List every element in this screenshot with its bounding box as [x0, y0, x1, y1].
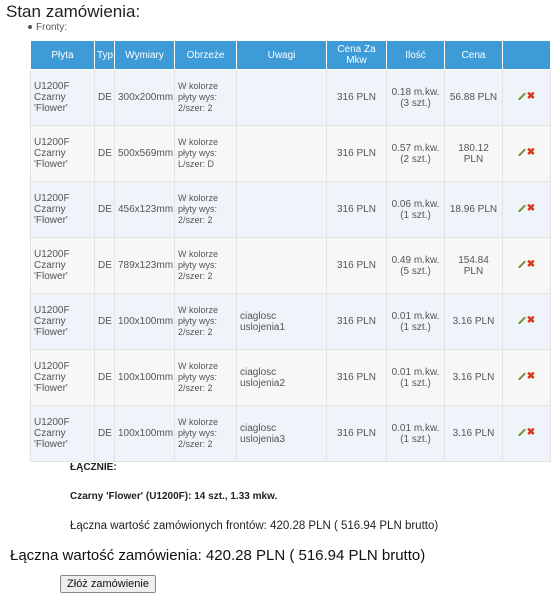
cell-uwagi: ciaglosc uslojenia1 — [237, 294, 327, 350]
header-ilosc: Ilość — [387, 41, 445, 70]
cell-cena: 180.12 PLN — [445, 126, 503, 182]
cell-cena-mkw: 316 PLN — [327, 126, 387, 182]
edit-icon[interactable] — [518, 317, 525, 324]
cell-cena-mkw: 316 PLN — [327, 238, 387, 294]
cell-plyta: U1200F Czarny 'Flower' — [31, 126, 95, 182]
cell-actions — [503, 126, 551, 182]
cell-actions — [503, 294, 551, 350]
cell-obrzeze: W kolorze płyty wys: L/szer: D — [175, 126, 237, 182]
fronts-total: Łączna wartość zamówionych frontów: 420.28 PLN ( 516.94 PLN brutto) — [70, 520, 439, 532]
cell-typ: DE — [95, 350, 115, 406]
delete-icon[interactable]: ✖ — [526, 203, 536, 214]
cell-wymiary: 456x123mm — [115, 182, 175, 238]
cell-cena: 18.96 PLN — [445, 182, 503, 238]
header-cena: Cena — [445, 41, 503, 70]
header-plyta: Płyta — [31, 41, 95, 70]
cell-plyta: U1200F Czarny 'Flower' — [31, 70, 95, 126]
cell-ilosc: 0.18 m.kw. (3 szt.) — [387, 70, 445, 126]
cell-obrzeze: W kolorze płyty wys: 2/szer: 2 — [175, 294, 237, 350]
cell-plyta: U1200F Czarny 'Flower' — [31, 238, 95, 294]
table-row — [31, 182, 551, 238]
cell-uwagi — [237, 70, 327, 126]
edit-icon[interactable] — [518, 261, 525, 268]
cell-ilosc: 0.06 m.kw. (1 szt.) — [387, 182, 445, 238]
cell-wymiary: 100x100mm — [115, 294, 175, 350]
delete-icon[interactable]: ✖ — [526, 147, 536, 158]
cell-ilosc: 0.01 m.kw. (1 szt.) — [387, 406, 445, 462]
page-title: Stan zamówienia: — [6, 2, 141, 21]
header-typ: Typ — [95, 41, 115, 70]
cell-cena-mkw: 316 PLN — [327, 182, 387, 238]
cell-cena: 3.16 PLN — [445, 350, 503, 406]
edit-icon[interactable] — [518, 429, 525, 436]
cell-cena-mkw: 316 PLN — [327, 294, 387, 350]
cell-uwagi — [237, 238, 327, 294]
delete-icon[interactable]: ✖ — [526, 91, 536, 102]
submit-order-button[interactable]: Złóż zamówienie — [60, 575, 156, 593]
table-row — [31, 70, 551, 126]
cell-plyta: U1200F Czarny 'Flower' — [31, 350, 95, 406]
delete-icon[interactable]: ✖ — [526, 259, 536, 270]
cell-obrzeze: W kolorze płyty wys: 2/szer: 2 — [175, 406, 237, 462]
orders-table — [30, 40, 551, 462]
summary-material-line: Czarny 'Flower' (U1200F): 14 szt., 1.33 mkw. — [70, 491, 278, 502]
cell-actions — [503, 350, 551, 406]
cell-uwagi: ciaglosc uslojenia2 — [237, 350, 327, 406]
cell-cena: 154.84 PLN — [445, 238, 503, 294]
header-wymiary: Wymiary — [115, 41, 175, 70]
cell-typ: DE — [95, 406, 115, 462]
header-actions — [503, 41, 551, 70]
cell-ilosc: 0.01 m.kw. (1 szt.) — [387, 350, 445, 406]
cell-wymiary: 100x100mm — [115, 350, 175, 406]
cell-obrzeze: W kolorze płyty wys: 2/szer: 2 — [175, 350, 237, 406]
cell-actions — [503, 182, 551, 238]
cell-plyta: U1200F Czarny 'Flower' — [31, 294, 95, 350]
table-row — [31, 350, 551, 406]
delete-icon[interactable]: ✖ — [526, 427, 536, 438]
cell-cena-mkw: 316 PLN — [327, 350, 387, 406]
cell-cena-mkw: 316 PLN — [327, 70, 387, 126]
edit-icon[interactable] — [518, 205, 525, 212]
cell-plyta: U1200F Czarny 'Flower' — [31, 182, 95, 238]
cell-wymiary: 100x100mm — [115, 406, 175, 462]
table-row — [31, 294, 551, 350]
header-obrzeze: Obrzeże — [175, 41, 237, 70]
header-uwagi: Uwagi — [237, 41, 327, 70]
section-fronts — [28, 22, 67, 33]
cell-cena: 3.16 PLN — [445, 406, 503, 462]
table-row — [31, 406, 551, 462]
edit-icon[interactable] — [518, 149, 525, 156]
edit-icon[interactable] — [518, 373, 525, 380]
cell-typ: DE — [95, 70, 115, 126]
cell-uwagi — [237, 182, 327, 238]
cell-typ: DE — [95, 238, 115, 294]
cell-cena: 3.16 PLN — [445, 294, 503, 350]
cell-typ: DE — [95, 126, 115, 182]
cell-uwagi — [237, 126, 327, 182]
cell-cena-mkw: 316 PLN — [327, 406, 387, 462]
cell-actions — [503, 406, 551, 462]
table-header-row — [31, 41, 551, 70]
bullet-icon — [28, 25, 32, 29]
cell-ilosc: 0.49 m.kw. (5 szt.) — [387, 238, 445, 294]
cell-ilosc: 0.01 m.kw. (1 szt.) — [387, 294, 445, 350]
cell-plyta: U1200F Czarny 'Flower' — [31, 406, 95, 462]
cell-wymiary: 789x123mm — [115, 238, 175, 294]
cell-obrzeze: W kolorze płyty wys: 2/szer: 2 — [175, 238, 237, 294]
delete-icon[interactable]: ✖ — [526, 315, 536, 326]
cell-wymiary: 500x569mm — [115, 126, 175, 182]
cell-actions — [503, 238, 551, 294]
summary-label: ŁĄCZNIE: — [70, 462, 117, 473]
delete-icon[interactable]: ✖ — [526, 371, 536, 382]
cell-obrzeze: W kolorze płyty wys: 2/szer: 2 — [175, 182, 237, 238]
cell-actions — [503, 70, 551, 126]
cell-wymiary: 300x200mm — [115, 70, 175, 126]
order-total: Łączna wartość zamówienia: 420.28 PLN ( 516.94 PLN brutto) — [10, 547, 426, 564]
header-cena-mkw: Cena Za Mkw — [327, 41, 387, 70]
edit-icon[interactable] — [518, 93, 525, 100]
cell-obrzeze: W kolorze płyty wys: 2/szer: 2 — [175, 70, 237, 126]
cell-ilosc: 0.57 m.kw. (2 szt.) — [387, 126, 445, 182]
cell-typ: DE — [95, 294, 115, 350]
cell-typ: DE — [95, 182, 115, 238]
cell-cena: 56.88 PLN — [445, 70, 503, 126]
cell-uwagi: ciaglosc uslojenia3 — [237, 406, 327, 462]
table-row — [31, 238, 551, 294]
section-label: Fronty: — [36, 22, 68, 33]
table-row — [31, 126, 551, 182]
